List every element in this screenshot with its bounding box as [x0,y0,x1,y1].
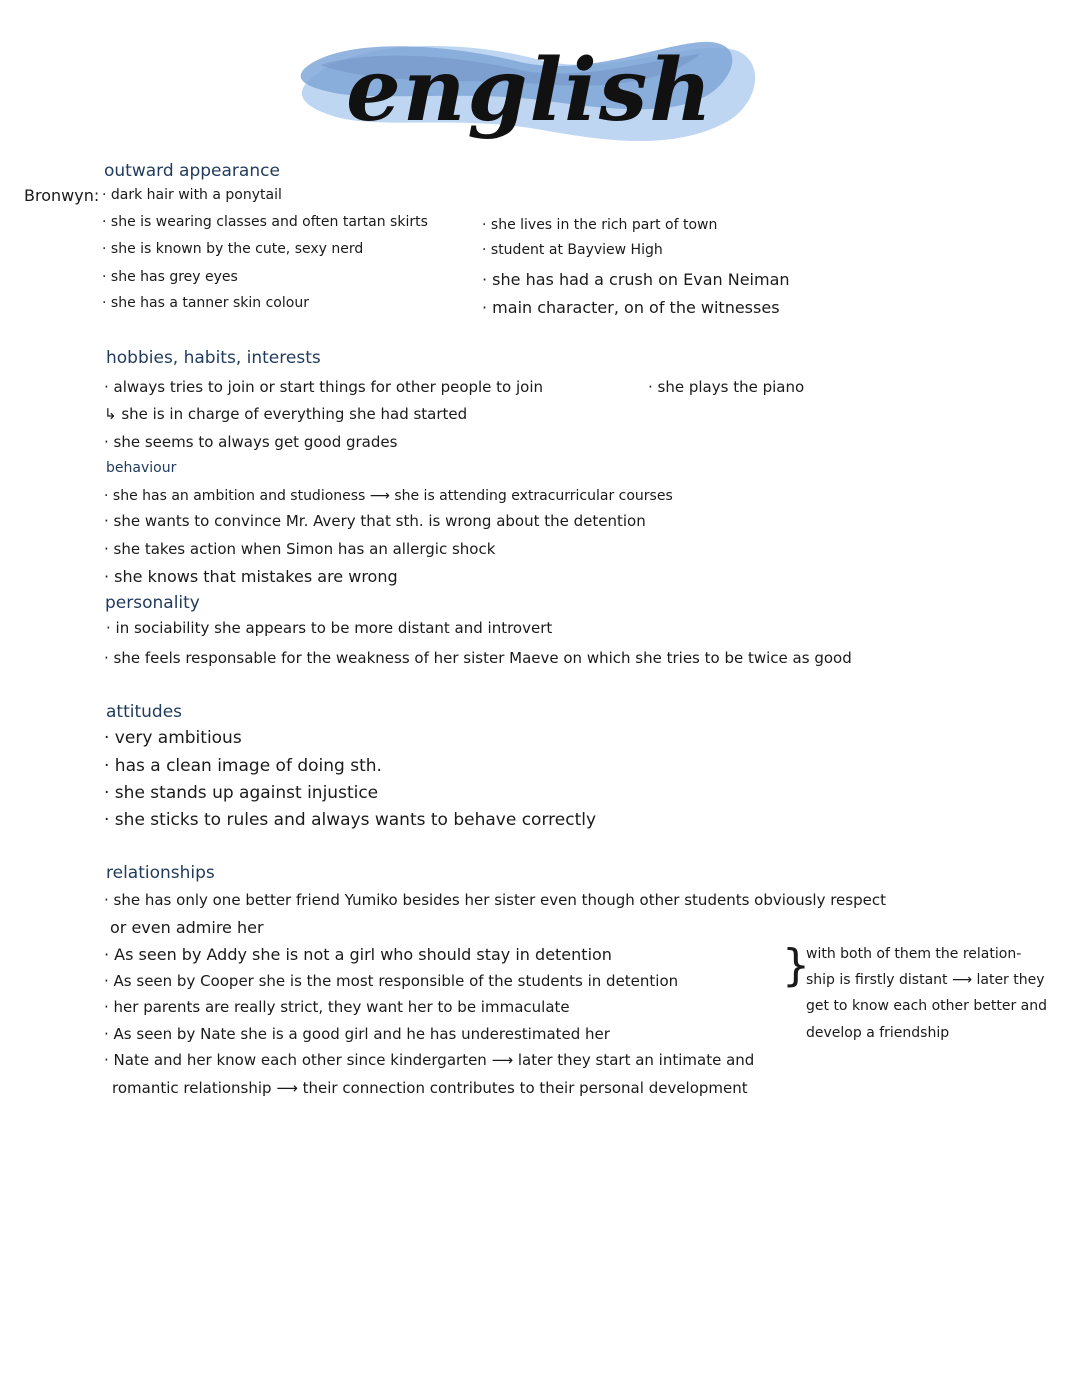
relationships-side-note: get to know each other better and [806,998,1047,1014]
outward-item: · she is known by the cute, sexy nerd [102,241,364,257]
behaviour-item: · she has an ambition and studioness ⟶ she is attending extracurricular courses [104,488,673,504]
attitudes-item: · very ambitious [104,728,242,748]
relationships-item: · her parents are really strict, they want her to be immaculate [104,998,570,1016]
relationships-side-note: ship is firstly distant ⟶ later they [806,972,1045,988]
outward-right-item: · student at Bayview High [482,242,663,258]
relationships-item: romantic relationship ⟶ their connection contributes to their personal development [112,1079,748,1097]
heading-attitudes: attitudes [106,702,183,722]
attitudes-item: · has a clean image of doing sth. [104,756,382,776]
outward-item: · she has grey eyes [102,269,238,285]
heading-personality: personality [105,593,200,613]
page-title: english [346,40,714,141]
outward-right-item: · she lives in the rich part of town [482,217,718,233]
hobbies-item: · she seems to always get good grades [104,433,398,451]
heading-behaviour: behaviour [106,460,177,476]
heading-relationships: relationships [106,863,215,883]
hobbies-item: · always tries to join or start things for other people to join [104,378,544,396]
outward-item: · she is wearing classes and often tartan skirts [102,214,428,230]
subject-label: Bronwyn: [24,186,100,205]
relationships-side-note: with both of them the relation- [806,946,1022,962]
relationships-item: · Nate and her know each other since kindergarten ⟶ later they start an intimate and [104,1051,755,1069]
hobbies-item: ↳ she is in charge of everything she had started [104,405,468,423]
title-banner [290,20,770,170]
hobbies-right-item: · she plays the piano [648,378,805,396]
outward-right-item: · she has had a crush on Evan Neiman [482,270,790,289]
attitudes-item: · she sticks to rules and always wants to behave correctly [104,810,597,830]
personality-item: · in sociability she appears to be more distant and introvert [106,619,553,637]
heading-hobbies: hobbies, habits, interests [106,348,321,368]
outward-item: · dark hair with a ponytail [102,187,282,203]
relationships-item: or even admire her [110,918,264,937]
personality-item: · she feels responsable for the weakness of her sister Maeve on which she tries to be twice as good [104,649,852,667]
relationships-side-note: develop a friendship [806,1025,950,1041]
relationships-item: · As seen by Cooper she is the most responsible of the students in detention [104,972,679,990]
relationships-item: · she has only one better friend Yumiko besides her sister even though other students obviously respect [104,891,886,909]
outward-right-item: · main character, on of the witnesses [482,298,780,317]
behaviour-item: · she wants to convince Mr. Avery that sth. is wrong about the detention [104,512,646,530]
relationships-item: · As seen by Addy she is not a girl who should stay in detention [104,945,612,964]
attitudes-item: · she stands up against injustice [104,783,379,803]
behaviour-item: · she takes action when Simon has an allergic shock [104,540,496,558]
outward-item: · she has a tanner skin colour [102,295,309,311]
curly-brace: } [782,940,810,991]
behaviour-item: · she knows that mistakes are wrong [104,567,398,586]
heading-outward-appearance: outward appearance [104,161,280,181]
relationships-item: · As seen by Nate she is a good girl and he has underestimated her [104,1025,610,1043]
